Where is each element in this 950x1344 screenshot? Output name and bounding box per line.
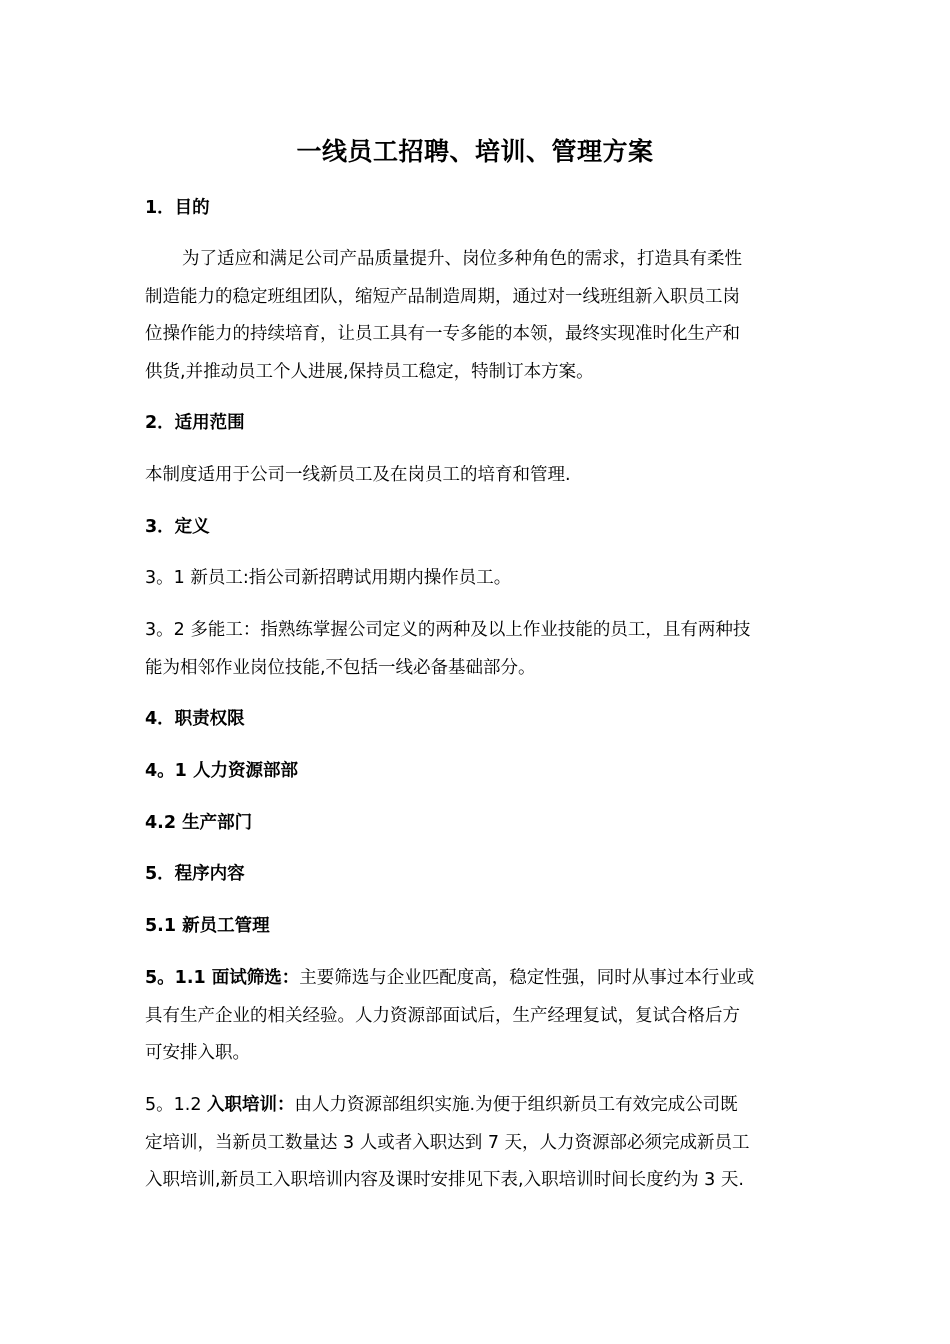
paragraph-line: 能为相邻作业岗位技能,不包括一线必备基础部分。 (145, 657, 536, 678)
interview-screening-label: 5。1.1 面试筛选： (145, 968, 300, 988)
section-5-1-1-paragraph (145, 960, 810, 1073)
section-4-heading: 4．职责权限 (145, 709, 245, 729)
paragraph-line: 可安排入职。 (145, 1043, 250, 1063)
section-5-1-2-paragraph (145, 1087, 810, 1200)
paragraph-line: 定培训，当新员工数量达 3 人或者入职达到 7 天，人力资源部必须完成新员工 (145, 1132, 750, 1153)
paragraph-line: 具有生产企业的相关经验。人力资源部面试后，生产经理复试，复试合格后方 (145, 1005, 740, 1026)
document-title: 一线员工招聘、培训、管理方案 (296, 137, 654, 166)
section-2-text: 本制度适用于公司一线新员工及在岗员工的培育和管理. (145, 465, 571, 485)
section-4-1-heading: 4。1 人力资源部部 (145, 761, 298, 781)
definition-multi-skill-worker (145, 612, 810, 687)
section-4-2-heading: 4.2 生产部门 (145, 813, 253, 833)
paragraph-line: 5。1.2 入职培训：由人力资源部组织实施.为便于组织新员工有效完成公司既 (145, 1095, 738, 1115)
section-3-heading: 3．定义 (145, 517, 210, 537)
section-5-heading: 5．程序内容 (145, 864, 245, 884)
paragraph-line: 5。1.1 面试筛选：主要筛选与企业匹配度高，稳定性强，同时从事过本行业或 (145, 968, 755, 988)
paragraph-line: 制造能力的稳定班组团队，缩短产品制造周期，通过对一线班组新入职员工岗 (145, 286, 740, 307)
paragraph-line: 入职培训,新员工入职培训内容及课时安排见下表,入职培训时间长度约为 3 天. (145, 1170, 744, 1190)
paragraph-line: 为了适应和满足公司产品质量提升、岗位多种角色的需求，打造具有柔性 (182, 249, 742, 269)
section-5-1-heading: 5.1 新员工管理 (145, 916, 270, 936)
paragraph-line: 供货,并推动员工个人进展,保持员工稳定，特制订本方案。 (145, 361, 594, 382)
section-1-paragraph (145, 241, 810, 391)
section-2-heading: 2．适用范围 (145, 413, 245, 433)
paragraph-line: 3。2 多能工：指熟练掌握公司定义的两种及以上作业技能的员工，且有两种技 (145, 620, 751, 640)
section-1-heading: 1．目的 (145, 198, 210, 218)
definition-new-employee: 3。1 新员工:指公司新招聘试用期内操作员工。 (145, 568, 512, 588)
paragraph-line: 位操作能力的持续培育，让员工具有一专多能的本领，最终实现准时化生产和 (145, 324, 740, 344)
onboarding-training-label: 入职培训： (207, 1095, 295, 1115)
